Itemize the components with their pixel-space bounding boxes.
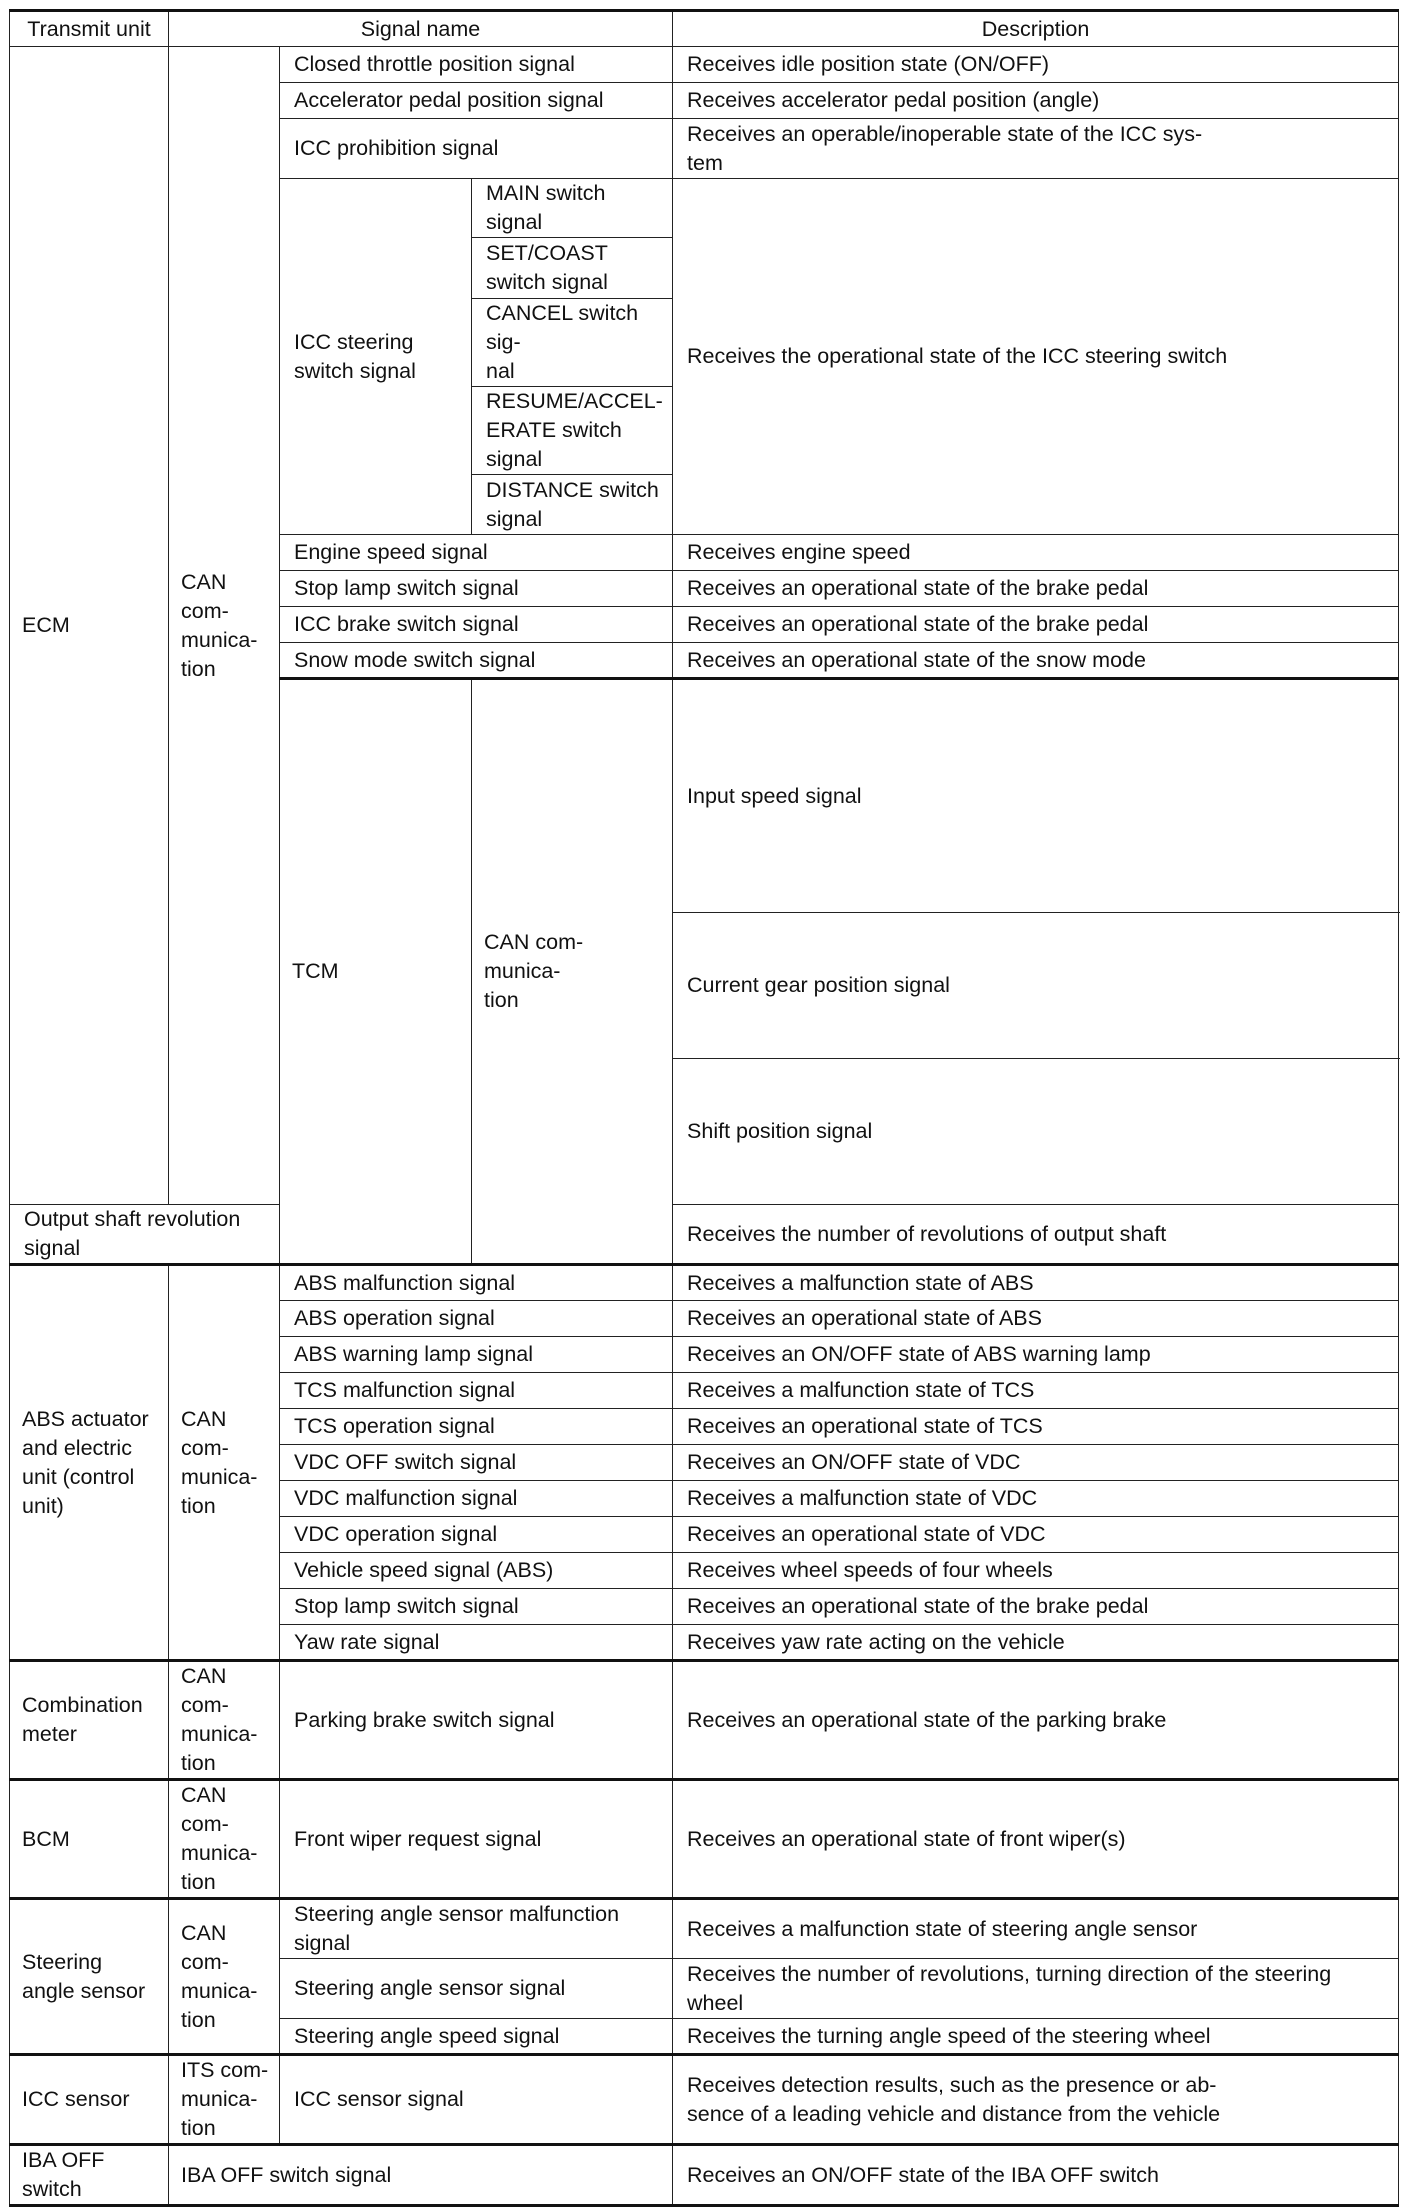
description-cell: Receives idle position state (ON/OFF) — [673, 47, 1399, 83]
table-row — [10, 47, 1399, 83]
signal-name-cell: Accelerator pedal position signal — [280, 83, 673, 119]
communication-cell: CAN com- munica- tion — [169, 1899, 280, 2055]
description-cell: Receives yaw rate acting on the vehicle — [673, 1625, 1399, 1661]
signal-name-cell: ICC prohibition signal — [280, 119, 673, 179]
description-cell: Receives an operational state of the parking brake — [673, 1661, 1399, 1780]
header-description: Description — [673, 11, 1399, 47]
description-cell: Receives an operational state of ABS — [673, 1301, 1399, 1337]
signal-name-cell: ICC brake switch signal — [280, 607, 673, 643]
description-cell: Receives an operational state of the brake pedal — [673, 1589, 1399, 1625]
description-cell: Receives detection results, such as the presence or ab- sence of a leading vehicle and distance from the vehicle — [673, 2055, 1399, 2145]
table-row — [10, 1205, 1399, 1265]
sub-signal-cell: DISTANCE switch signal — [472, 475, 673, 535]
signal-name-cell: TCS malfunction signal — [280, 1373, 673, 1409]
table-row — [10, 1265, 1399, 1301]
transmit-unit-cell: Steering angle sensor — [10, 1899, 169, 2055]
signal-name-cell: Current gear position signal — [673, 913, 1399, 1059]
signal-name-cell: ABS warning lamp signal — [280, 1337, 673, 1373]
description-cell: Receives an operational state of the brake pedal — [673, 571, 1399, 607]
signal-table — [9, 9, 1399, 2207]
description-cell: Receives the number of revolutions, turning direction of the steering wheel — [673, 1959, 1399, 2019]
transmit-unit-cell: TCM — [280, 679, 472, 1265]
description-cell: Receives an operational state of the brake pedal — [673, 607, 1399, 643]
signal-name-cell: Steering angle sensor malfunction signal — [280, 1899, 673, 1959]
signal-name-cell: ABS operation signal — [280, 1301, 673, 1337]
description-cell: Receives an operational state of the snow mode — [673, 643, 1399, 679]
signal-name-cell: VDC operation signal — [280, 1517, 673, 1553]
signal-name-cell: VDC OFF switch signal — [280, 1445, 673, 1481]
transmit-unit-cell: Combination meter — [10, 1661, 169, 1780]
sub-signal-cell: MAIN switch signal — [472, 179, 673, 238]
transmit-unit-cell: ICC sensor — [10, 2055, 169, 2145]
description-cell: Receives an ON/OFF state of VDC — [673, 1445, 1399, 1481]
signal-name-cell: Shift position signal — [673, 1059, 1399, 1205]
signal-name-cell: Output shaft revolution signal — [10, 1205, 280, 1265]
description-cell: Receives a malfunction state of TCS — [673, 1373, 1399, 1409]
communication-cell: CAN com- munica- tion — [472, 679, 673, 1265]
signal-name-cell: Engine speed signal — [280, 535, 673, 571]
sub-signal-cell: CANCEL switch sig- nal — [472, 299, 673, 387]
transmit-unit-cell: ECM — [10, 47, 169, 1205]
signal-name-cell: IBA OFF switch signal — [169, 2145, 673, 2206]
communication-cell: CAN com- munica- tion — [169, 1265, 280, 1661]
signal-name-cell: Parking brake switch signal — [280, 1661, 673, 1780]
signal-name-cell: VDC malfunction signal — [280, 1481, 673, 1517]
table-row — [10, 1899, 1399, 1959]
sub-signal-cell: SET/COAST switch signal — [472, 238, 673, 299]
description-cell: Receives an operational state of front wiper(s) — [673, 1780, 1399, 1899]
header-transmit-unit: Transmit unit — [10, 11, 169, 47]
signal-name-cell: Front wiper request signal — [280, 1780, 673, 1899]
description-cell: Receives accelerator pedal position (angle) — [673, 83, 1399, 119]
signal-name-cell: ICC steering switch signal — [280, 179, 472, 535]
header-row — [10, 11, 1399, 47]
signal-name-cell: Stop lamp switch signal — [280, 571, 673, 607]
transmit-unit-cell: IBA OFF switch — [10, 2145, 169, 2206]
signal-name-cell: Vehicle speed signal (ABS) — [280, 1553, 673, 1589]
sub-signal-cell: RESUME/ACCEL- ERATE switch signal — [472, 387, 673, 475]
communication-cell: CAN com- munica- tion — [169, 1780, 280, 1899]
table-row — [10, 2055, 1399, 2145]
header-signal-name: Signal name — [169, 11, 673, 47]
description-cell: Receives an operable/inoperable state of the ICC sys- tem — [673, 119, 1399, 179]
description-cell: Receives a malfunction state of ABS — [673, 1265, 1399, 1301]
description-cell: Receives wheel speeds of four wheels — [673, 1553, 1399, 1589]
communication-cell: CAN com- munica- tion — [169, 1661, 280, 1780]
signal-name-cell: Steering angle speed signal — [280, 2019, 673, 2055]
table-row — [10, 1780, 1399, 1899]
transmit-unit-cell: ABS actuator and electric unit (control unit) — [10, 1265, 169, 1661]
description-cell: Receives an ON/OFF state of the IBA OFF switch — [673, 2145, 1399, 2206]
signal-name-cell: Steering angle sensor signal — [280, 1959, 673, 2019]
description-cell: Receives engine speed — [673, 535, 1399, 571]
transmit-unit-cell: BCM — [10, 1780, 169, 1899]
signal-name-cell: Stop lamp switch signal — [280, 1589, 673, 1625]
signal-name-cell: ICC sensor signal — [280, 2055, 673, 2145]
table-row — [10, 1661, 1399, 1780]
description-cell: Receives the operational state of the ICC steering switch — [673, 179, 1399, 535]
description-cell: Receives a malfunction state of steering angle sensor — [673, 1899, 1399, 1959]
table-row — [10, 2145, 1399, 2206]
signal-name-cell: Snow mode switch signal — [280, 643, 673, 679]
signal-name-cell: ABS malfunction signal — [280, 1265, 673, 1301]
signal-name-cell: Closed throttle position signal — [280, 47, 673, 83]
description-cell: Receives an ON/OFF state of ABS warning lamp — [673, 1337, 1399, 1373]
communication-cell: ITS com- munica- tion — [169, 2055, 280, 2145]
signal-name-cell: TCS operation signal — [280, 1409, 673, 1445]
description-cell: Receives the turning angle speed of the steering wheel — [673, 2019, 1399, 2055]
description-cell: Receives the number of revolutions of output shaft — [673, 1205, 1399, 1265]
description-cell: Receives a malfunction state of VDC — [673, 1481, 1399, 1517]
signal-name-cell: Input speed signal — [673, 679, 1399, 913]
signal-name-cell: Yaw rate signal — [280, 1625, 673, 1661]
communication-cell: CAN com- munica- tion — [169, 47, 280, 1205]
description-cell: Receives an operational state of VDC — [673, 1517, 1399, 1553]
description-cell: Receives an operational state of TCS — [673, 1409, 1399, 1445]
